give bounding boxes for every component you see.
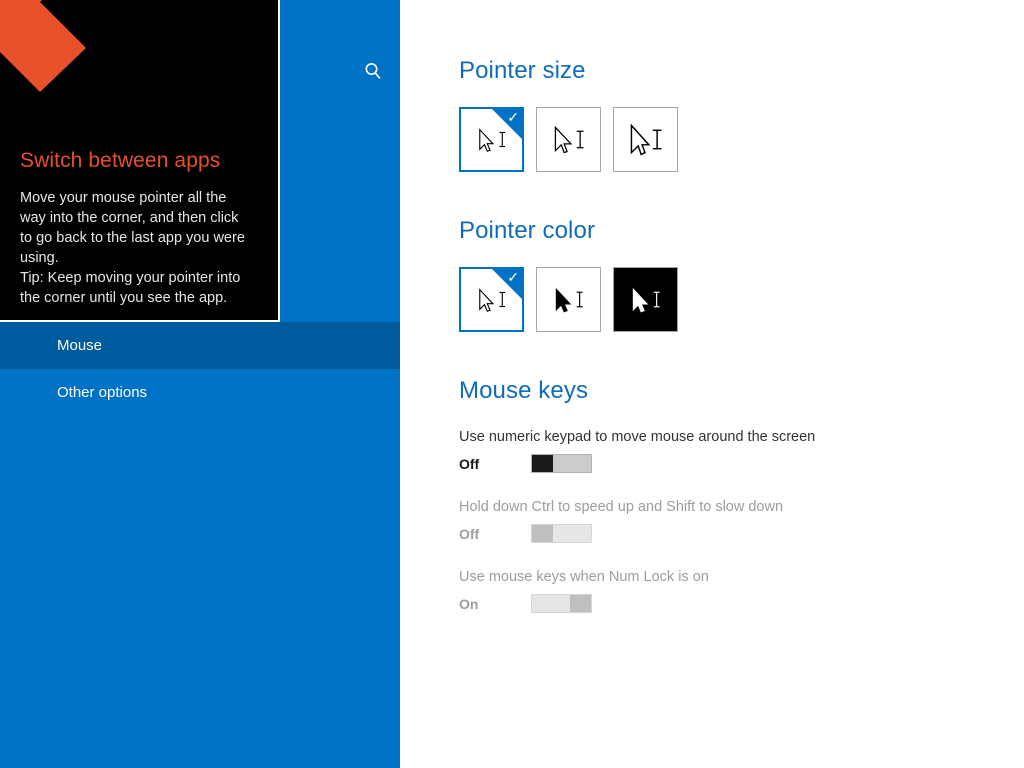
cursor-preview-icon: [614, 108, 677, 171]
pointer-color-options: [459, 267, 678, 332]
cursor-preview-icon: [614, 268, 677, 331]
cursor-preview-icon: [537, 108, 600, 171]
callout-line: way into the corner, and then click: [20, 210, 239, 226]
check-icon: ✓: [507, 269, 519, 285]
check-icon: ✓: [507, 109, 519, 125]
toggle-state-label: Off: [459, 525, 480, 542]
mouse-keys-control: [459, 454, 1019, 473]
pointer-size-small-tile[interactable]: [459, 107, 524, 172]
callout-line: the corner until you see the app.: [20, 290, 228, 306]
callout-body: [20, 188, 265, 308]
help-callout: [0, 0, 280, 322]
toggle-state-label: On: [459, 595, 479, 612]
toggle-knob: [532, 455, 553, 472]
sidebar-item-label: Mouse: [57, 337, 103, 354]
toggle-knob: [532, 525, 553, 542]
callout-line: Tip: Keep moving your pointer into: [20, 270, 241, 286]
sidebar-item-other-options[interactable]: [0, 369, 400, 416]
pointer-size-options: [459, 107, 678, 172]
callout-line: using.: [20, 250, 59, 266]
toggle-knob: [570, 595, 591, 612]
pointer-size-medium-tile[interactable]: [536, 107, 601, 172]
callout-line: Move your mouse pointer all the: [20, 190, 227, 206]
pointer-color-heading: Pointer color: [459, 217, 596, 244]
mouse-keys-control: [459, 524, 1019, 543]
mouse-keys-row-ctrl-shift: [459, 498, 1019, 543]
mouse-keys-control: [459, 594, 1019, 613]
mouse-keys-row-numeric-keypad: [459, 428, 1019, 473]
callout-title: Switch between apps: [20, 149, 221, 172]
numeric-keypad-toggle[interactable]: [531, 454, 592, 473]
mouse-keys-label: Use numeric keypad to move mouse around the screen: [459, 429, 816, 445]
sidebar-item-mouse[interactable]: [0, 322, 400, 369]
cursor-preview-icon: [537, 268, 600, 331]
num-lock-toggle[interactable]: [531, 594, 592, 613]
pointer-color-white-tile[interactable]: [459, 267, 524, 332]
pointer-size-heading: Pointer size: [459, 57, 586, 84]
search-icon-glyph: [363, 61, 383, 81]
ctrl-shift-speed-toggle[interactable]: [531, 524, 592, 543]
left-settings-panel: [0, 0, 400, 768]
pointer-size-large-tile[interactable]: [613, 107, 678, 172]
sidebar-item-label: Other options: [57, 384, 148, 401]
pointer-color-inverted-tile[interactable]: [613, 267, 678, 332]
up-left-arrow-icon: [0, 0, 134, 130]
toggle-state-label: Off: [459, 455, 480, 472]
pointer-color-black-tile[interactable]: [536, 267, 601, 332]
settings-nav-list: [0, 322, 400, 416]
mouse-keys-label: Hold down Ctrl to speed up and Shift to slow down: [459, 499, 784, 515]
mouse-keys-heading: Mouse keys: [459, 377, 589, 404]
settings-content-pane: [400, 0, 1024, 768]
mouse-keys-label: Use mouse keys when Num Lock is on: [459, 569, 709, 585]
callout-line: to go back to the last app you were: [20, 230, 245, 246]
mouse-keys-row-num-lock: [459, 568, 1019, 613]
search-icon[interactable]: [358, 56, 388, 86]
